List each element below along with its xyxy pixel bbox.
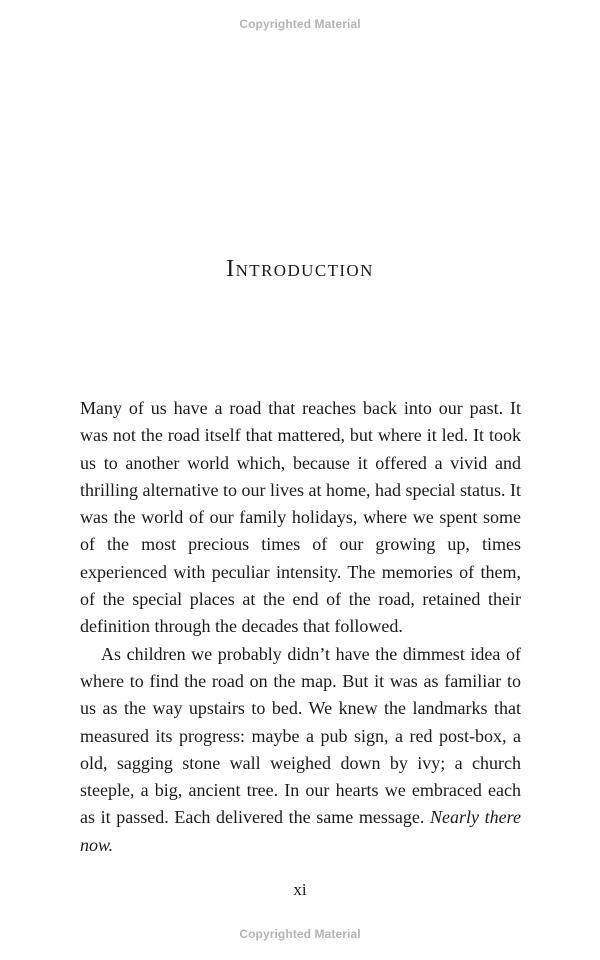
copyright-watermark-bottom: Copyrighted Material [239,927,361,941]
paragraph-2-italic: Nearly there now. [80,807,521,855]
page-number: xi [293,880,307,899]
copyright-watermark-top: Copyrighted Material [239,17,361,31]
paragraph-2-text: As children we probably didn’t have the dimmest idea of where to find the road on the map. But it was as familiar to us as the way upstairs to bed. We knew the landmarks that measured its progress: maybe a pub sign, a red post-box, a old, sagging stone wall weighed down by ivy; a church steeple, a big, ancient tree. In our hearts we embraced each as it passed. Each delivered the same message. [80,643,521,828]
paragraph-2 [80,641,521,859]
body-text [80,395,521,859]
paragraph-1: Many of us have a road that reaches back into our past. It was not the road itself that mattered, but where it led. It took us to another world which, because it offered a vivid and thrilling alternative to our lives at home, had special status. It was the world of our family holidays, where we spent some of the most precious times of our growing up, times experienced with peculiar intensity. The memories of them, of the special places at the end of the road, retained their definition through the decades that followed. [80,398,521,637]
chapter-title: Introduction [226,256,374,282]
